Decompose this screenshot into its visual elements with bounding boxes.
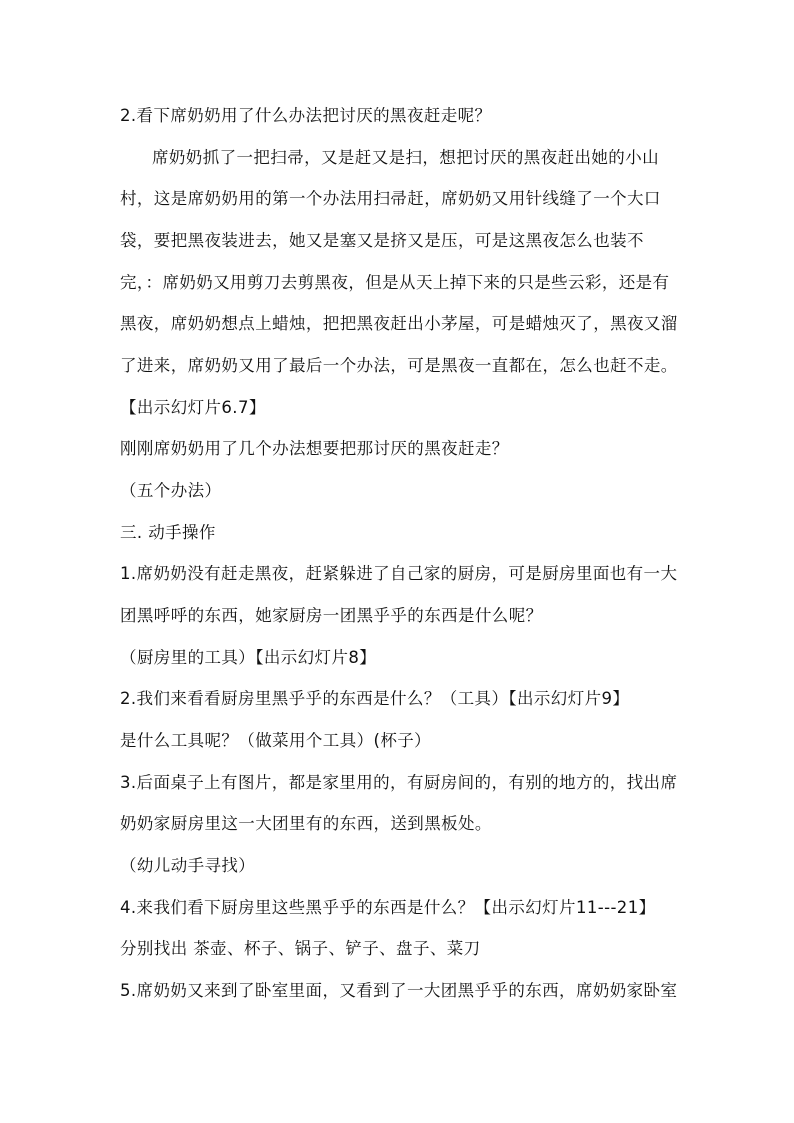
item-list-line: 分别找出 茶壶、杯子、锅子、铲子、盘子、菜刀 [120,939,481,958]
answer-note: （五个办法） [120,481,222,500]
paragraph-line: 团黑呼呼的东西，她家厨房一团黑乎乎的东西是什么呢？ [120,606,543,625]
paragraph-line: 袋，要把黑夜装进去，她又是塞又是挤又是压，可是这黑夜怎么也装不 [120,231,644,250]
answer-note: （厨房里的工具）【出示幻灯片8】 [120,648,377,667]
paragraph-line: 村，这是席奶奶用的第一个办法用扫帚赶，席奶奶又用针线缝了一个大口 [120,189,661,208]
activity-note: （幼儿动手寻找） [120,856,256,875]
question-line: 是什么工具呢？（做菜用个工具）(杯子） [120,731,432,750]
question-line: 2.我们来看看厨房里黑乎乎的东西是什么？（工具）【出示幻灯片9】 [120,689,630,708]
paragraph-line: 3.后面桌子上有图片，都是家里用的，有厨房间的，有别的地方的，找出席 [120,773,678,792]
paragraph-line: 完，：席奶奶又用剪刀去剪黑夜，但是从天上掉下来的只是些云彩，还是有 [120,273,670,292]
paragraph-line: 奶奶家厨房里这一大团里有的东西，送到黑板处。 [120,814,492,833]
section-heading: 三. 动手操作 [120,523,216,542]
paragraph-line: 5.席奶奶又来到了卧室里面，又看到了一大团黑乎乎的东西，席奶奶家卧室 [120,981,678,1000]
paragraph-line: 黑夜，席奶奶想点上蜡烛，把把黑夜赶出小茅屋，可是蜡烛灭了，黑夜又溜 [120,314,678,333]
paragraph-line: 席奶奶抓了一把扫帚，又是赶又是扫，想把讨厌的黑夜赶出她的小山 [152,148,659,167]
question-line: 刚刚席奶奶用了几个办法想要把那讨厌的黑夜赶走？ [120,439,509,458]
question-2-heading: 2.看下席奶奶用了什么办法把讨厌的黑夜赶走呢？ [120,106,492,125]
question-line: 4.来我们看下厨房里这些黑乎乎的东西是什么？【出示幻灯片11---21】 [120,898,656,917]
paragraph-line: 了进来，席奶奶又用了最后一个办法，可是黑夜一直都在，怎么也赶不走。 [120,356,678,375]
slide-note: 【出示幻灯片6.7】 [120,398,266,417]
paragraph-line: 1.席奶奶没有赶走黑夜，赶紧躲进了自己家的厨房，可是厨房里面也有一大 [120,564,678,583]
